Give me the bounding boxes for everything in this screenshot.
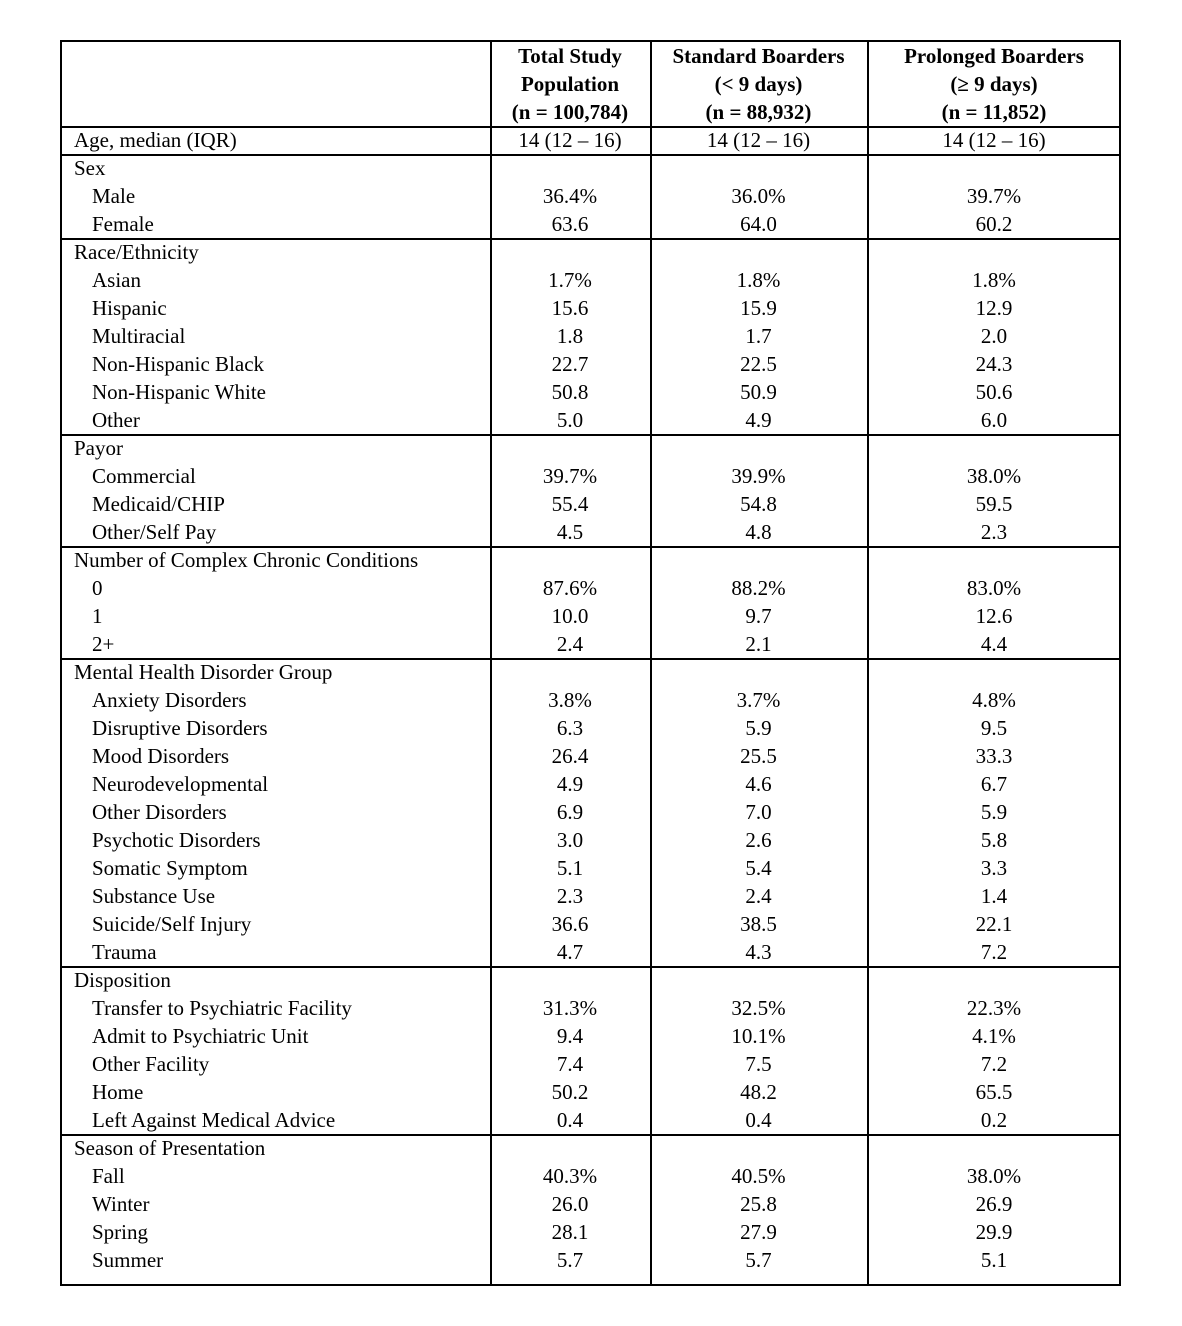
value-cell: 36.6 bbox=[551, 912, 589, 936]
row-label: Suicide/Self Injury bbox=[92, 912, 252, 936]
column-header-line: (n = 100,784) bbox=[511, 100, 629, 124]
column-header-line: (< 9 days) bbox=[714, 72, 803, 96]
row-label: Medicaid/CHIP bbox=[92, 492, 225, 516]
row-label: Anxiety Disorders bbox=[92, 688, 247, 712]
section-title: Disposition bbox=[74, 968, 171, 992]
value-cell: 14 (12 – 16) bbox=[942, 128, 1046, 152]
value-cell: 27.9 bbox=[740, 1220, 777, 1244]
value-cell: 65.5 bbox=[975, 1080, 1013, 1104]
row-label: Multiracial bbox=[92, 324, 186, 348]
value-cell: 5.8 bbox=[980, 828, 1008, 852]
row-label: Neurodevelopmental bbox=[92, 772, 269, 796]
value-cell: 39.9% bbox=[731, 464, 786, 488]
value-cell: 4.6 bbox=[745, 772, 772, 796]
value-cell: 7.5 bbox=[745, 1052, 772, 1076]
value-cell: 4.8% bbox=[972, 688, 1016, 712]
row-label: Disruptive Disorders bbox=[92, 716, 268, 740]
value-cell: 12.9 bbox=[975, 296, 1013, 320]
value-cell: 29.9 bbox=[975, 1220, 1013, 1244]
value-cell: 7.2 bbox=[980, 1052, 1008, 1076]
value-cell: 3.0 bbox=[556, 828, 584, 852]
value-cell: 2.4 bbox=[556, 632, 584, 656]
column-header-line: Prolonged Boarders bbox=[904, 44, 1084, 68]
value-cell: 22.7 bbox=[551, 352, 589, 376]
section-title: Race/Ethnicity bbox=[74, 240, 199, 264]
value-cell: 88.2% bbox=[731, 576, 786, 600]
value-cell: 14 (12 – 16) bbox=[706, 128, 811, 152]
value-cell: 64.0 bbox=[740, 212, 777, 236]
section-title: Season of Presentation bbox=[74, 1136, 266, 1160]
value-cell: 2.0 bbox=[980, 324, 1008, 348]
value-cell: 22.3% bbox=[966, 996, 1022, 1020]
value-cell: 12.6 bbox=[975, 604, 1013, 628]
value-cell: 50.9 bbox=[740, 380, 777, 404]
column-header-total bbox=[490, 42, 650, 126]
row-label: Substance Use bbox=[92, 884, 216, 908]
value-cell: 26.0 bbox=[551, 1192, 589, 1216]
row-label: Fall bbox=[92, 1164, 125, 1188]
value-cell: 28.1 bbox=[551, 1220, 589, 1244]
value-cell: 5.0 bbox=[556, 408, 584, 432]
value-cell: 5.9 bbox=[745, 716, 772, 740]
row-label: Transfer to Psychiatric Facility bbox=[92, 996, 352, 1020]
value-cell: 10.0 bbox=[551, 604, 589, 628]
value-cell: 1.7 bbox=[745, 324, 772, 348]
value-cell: 6.7 bbox=[980, 772, 1008, 796]
value-cell: 31.3% bbox=[542, 996, 598, 1020]
value-cell: 22.1 bbox=[975, 912, 1013, 936]
row-label: Admit to Psychiatric Unit bbox=[92, 1024, 309, 1048]
value-cell: 9.4 bbox=[556, 1024, 584, 1048]
row-label: Other Disorders bbox=[92, 800, 227, 824]
row-label: Other/Self Pay bbox=[92, 520, 217, 544]
value-cell: 22.5 bbox=[740, 352, 777, 376]
row-label: 1 bbox=[92, 604, 103, 628]
value-cell: 26.4 bbox=[551, 744, 589, 768]
value-cell: 10.1% bbox=[731, 1024, 786, 1048]
value-cell: 4.7 bbox=[556, 940, 584, 964]
value-cell: 50.2 bbox=[551, 1080, 589, 1104]
row-label: Non-Hispanic White bbox=[92, 380, 266, 404]
value-cell: 50.8 bbox=[551, 380, 589, 404]
value-cell: 15.6 bbox=[551, 296, 589, 320]
value-cell: 24.3 bbox=[975, 352, 1013, 376]
value-cell: 1.8 bbox=[556, 324, 584, 348]
value-cell: 5.7 bbox=[745, 1248, 772, 1272]
value-cell: 4.8 bbox=[745, 520, 772, 544]
row-label: 2+ bbox=[92, 632, 115, 656]
value-cell: 33.3 bbox=[975, 744, 1013, 768]
value-cell: 39.7% bbox=[966, 184, 1022, 208]
value-cell: 38.0% bbox=[966, 464, 1022, 488]
row-label: Female bbox=[92, 212, 154, 236]
value-cell: 5.1 bbox=[556, 856, 584, 880]
row-label: Other Facility bbox=[92, 1052, 210, 1076]
value-cell: 1.4 bbox=[980, 884, 1008, 908]
value-cell: 40.5% bbox=[731, 1164, 786, 1188]
section-title: Mental Health Disorder Group bbox=[74, 660, 333, 684]
value-cell: 2.3 bbox=[556, 884, 584, 908]
value-cell: 15.9 bbox=[740, 296, 777, 320]
value-cell: 4.4 bbox=[980, 632, 1008, 656]
value-cell: 1.7% bbox=[548, 268, 592, 292]
value-cell: 4.5 bbox=[556, 520, 584, 544]
section-rule bbox=[60, 238, 1121, 240]
section-rule bbox=[60, 966, 1121, 968]
value-cell: 25.8 bbox=[740, 1192, 777, 1216]
value-cell: 5.7 bbox=[556, 1248, 584, 1272]
value-cell: 4.9 bbox=[745, 408, 772, 432]
row-label: Other bbox=[92, 408, 140, 432]
column-header-line: (n = 88,932) bbox=[705, 100, 812, 124]
row-label: Hispanic bbox=[92, 296, 167, 320]
row-label: Psychotic Disorders bbox=[92, 828, 261, 852]
value-cell: 55.4 bbox=[551, 492, 589, 516]
value-cell: 83.0% bbox=[966, 576, 1022, 600]
value-cell: 4.9 bbox=[556, 772, 584, 796]
value-cell: 1.8% bbox=[972, 268, 1016, 292]
row-label: Male bbox=[92, 184, 136, 208]
value-cell: 48.2 bbox=[740, 1080, 777, 1104]
value-cell: 0.2 bbox=[980, 1108, 1008, 1132]
value-cell: 36.0% bbox=[731, 184, 786, 208]
value-cell: 39.7% bbox=[542, 464, 598, 488]
column-header-prolonged bbox=[867, 42, 1121, 126]
value-cell: 6.0 bbox=[980, 408, 1008, 432]
column-header-standard bbox=[650, 42, 867, 126]
value-cell: 6.9 bbox=[556, 800, 584, 824]
value-cell: 3.7% bbox=[736, 688, 781, 712]
row-label: Asian bbox=[92, 268, 141, 292]
column-header-line: Standard Boarders bbox=[672, 44, 845, 68]
value-cell: 5.1 bbox=[980, 1248, 1008, 1272]
value-cell: 4.3 bbox=[745, 940, 772, 964]
value-cell: 1.8% bbox=[736, 268, 781, 292]
value-cell: 50.6 bbox=[975, 380, 1013, 404]
row-label: Age, median (IQR) bbox=[74, 128, 237, 152]
column-header-line: Total Study bbox=[518, 44, 622, 68]
row-label: Mood Disorders bbox=[92, 744, 230, 768]
value-cell: 40.3% bbox=[542, 1164, 598, 1188]
value-cell: 59.5 bbox=[975, 492, 1013, 516]
row-label: Winter bbox=[92, 1192, 150, 1216]
value-cell: 32.5% bbox=[731, 996, 786, 1020]
value-cell: 5.4 bbox=[745, 856, 772, 880]
value-cell: 2.1 bbox=[745, 632, 772, 656]
section-title: Payor bbox=[74, 436, 123, 460]
value-cell: 3.3 bbox=[980, 856, 1008, 880]
section-rule bbox=[60, 434, 1121, 436]
column-header-line: (n = 11,852) bbox=[941, 100, 1047, 124]
row-label: Trauma bbox=[92, 940, 157, 964]
row-label: Home bbox=[92, 1080, 144, 1104]
value-cell: 0.4 bbox=[745, 1108, 772, 1132]
row-label: Left Against Medical Advice bbox=[92, 1108, 336, 1132]
column-header-line: (≥ 9 days) bbox=[950, 72, 1038, 96]
value-cell: 87.6% bbox=[542, 576, 598, 600]
row-label: Somatic Symptom bbox=[92, 856, 248, 880]
value-cell: 9.5 bbox=[980, 716, 1008, 740]
section-title: Number of Complex Chronic Conditions bbox=[74, 548, 419, 572]
value-cell: 3.8% bbox=[548, 688, 592, 712]
column-rule bbox=[60, 40, 62, 1286]
value-cell: 26.9 bbox=[975, 1192, 1013, 1216]
value-cell: 2.4 bbox=[745, 884, 772, 908]
data-table bbox=[60, 40, 1121, 1286]
value-cell: 38.5 bbox=[740, 912, 777, 936]
value-cell: 4.1% bbox=[972, 1024, 1016, 1048]
value-cell: 63.6 bbox=[551, 212, 589, 236]
column-header-line: Population bbox=[520, 72, 620, 96]
section-rule bbox=[60, 1284, 1121, 1286]
value-cell: 25.5 bbox=[740, 744, 777, 768]
section-rule bbox=[60, 154, 1121, 156]
value-cell: 7.0 bbox=[745, 800, 772, 824]
value-cell: 14 (12 – 16) bbox=[518, 128, 622, 152]
value-cell: 2.3 bbox=[980, 520, 1008, 544]
value-cell: 9.7 bbox=[745, 604, 772, 628]
value-cell: 7.4 bbox=[556, 1052, 584, 1076]
value-cell: 0.4 bbox=[556, 1108, 584, 1132]
row-label: Summer bbox=[92, 1248, 164, 1272]
value-cell: 38.0% bbox=[966, 1164, 1022, 1188]
row-label: Spring bbox=[92, 1220, 149, 1244]
value-cell: 2.6 bbox=[745, 828, 772, 852]
value-cell: 6.3 bbox=[556, 716, 584, 740]
section-title: Sex bbox=[74, 156, 106, 180]
value-cell: 5.9 bbox=[980, 800, 1008, 824]
value-cell: 7.2 bbox=[980, 940, 1008, 964]
row-label: Non-Hispanic Black bbox=[92, 352, 265, 376]
row-label: 0 bbox=[92, 576, 103, 600]
row-label: Commercial bbox=[92, 464, 196, 488]
value-cell: 36.4% bbox=[542, 184, 598, 208]
value-cell: 54.8 bbox=[740, 492, 777, 516]
value-cell: 60.2 bbox=[975, 212, 1013, 236]
